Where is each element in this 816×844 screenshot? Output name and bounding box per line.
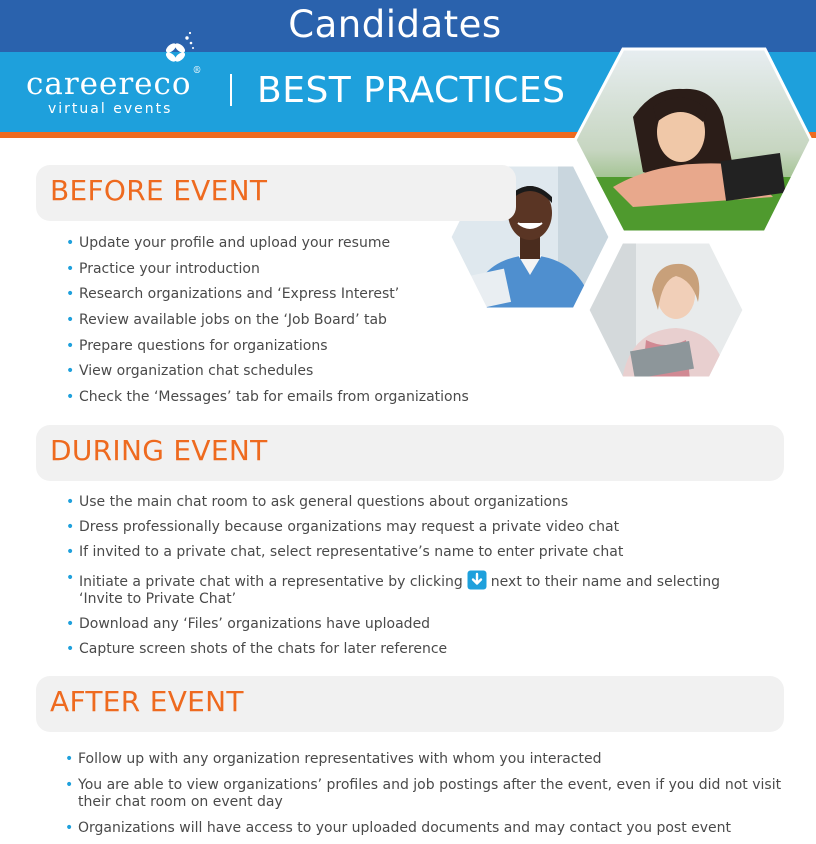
section-header-after-event xyxy=(36,676,784,732)
section-title-before-event: BEFORE EVENT xyxy=(50,174,268,207)
bullet-icon: • xyxy=(66,235,75,251)
after-event-list xyxy=(65,751,795,844)
bullet-icon: • xyxy=(66,389,75,406)
logo-tagline: virtual events xyxy=(48,101,173,117)
section-header-during-event xyxy=(36,425,784,481)
list-item: • Update your profile and upload your resume xyxy=(66,235,391,251)
section-title-after-event: AFTER EVENT xyxy=(50,685,244,718)
bullet-icon: • xyxy=(65,777,74,793)
list-item: • Use the main chat room to ask general questions about organizations xyxy=(66,494,569,510)
list-item: • Check the ‘Messages’ tab for emails from organizations xyxy=(66,389,469,406)
list-item: • Prepare questions for organizations xyxy=(66,337,328,354)
bullet-icon: • xyxy=(66,286,75,303)
during-event-list xyxy=(66,494,766,666)
list-item: • Organizations will have access to your uploaded documents and may contact you post event xyxy=(65,820,732,836)
bullet-icon: • xyxy=(66,544,75,561)
photo-woman-with-tablet xyxy=(586,240,746,380)
list-item: • If invited to a private chat, select representative’s name to enter private chat xyxy=(66,544,624,561)
bullet-icon: • xyxy=(66,494,75,510)
list-item: • Capture screen shots of the chats for later reference xyxy=(66,640,448,657)
list-item: • Review available jobs on the ‘Job Board’ tab xyxy=(66,312,387,329)
list-item: • Follow up with any organization representatives with whom you interacted xyxy=(65,751,602,767)
list-item: • Initiate a private chat with a representative by clicking next to their name and selecting ‘Invite to Private Chat’ xyxy=(66,569,721,607)
bullet-icon: • xyxy=(66,569,75,586)
list-item: • Practice your introduction xyxy=(66,260,260,277)
section-title-during-event: DURING EVENT xyxy=(50,434,268,467)
download-arrow-icon xyxy=(467,570,487,590)
careereco-logo-icon xyxy=(160,30,196,68)
page-title: Candidates xyxy=(288,3,502,46)
list-item: • Research organizations and ‘Express Interest’ xyxy=(66,286,400,303)
header-subtitle: BEST PRACTICES xyxy=(257,70,566,111)
bullet-icon: • xyxy=(65,751,74,767)
header-divider xyxy=(230,74,232,106)
bullet-icon: • xyxy=(66,363,75,380)
list-item: • View organization chat schedules xyxy=(66,363,314,380)
bullet-icon: • xyxy=(66,615,75,632)
before-event-list xyxy=(66,235,486,415)
list-item: • Download any ‘Files’ organizations have uploaded xyxy=(66,615,431,632)
bullet-icon: • xyxy=(66,640,75,657)
bullet-icon: • xyxy=(65,820,74,836)
bullet-icon: • xyxy=(66,312,75,329)
list-item: • You are able to view organizations’ profiles and job postings after the event, even if you did not visit their chat room on event day xyxy=(65,777,782,810)
section-header-before-event xyxy=(36,165,516,221)
list-item: • Dress professionally because organizations may request a private video chat xyxy=(66,519,620,536)
logo-wordmark: careereco® xyxy=(26,66,203,102)
bullet-icon: • xyxy=(66,519,75,536)
bullet-icon: • xyxy=(66,260,75,277)
bullet-icon: • xyxy=(66,337,75,354)
